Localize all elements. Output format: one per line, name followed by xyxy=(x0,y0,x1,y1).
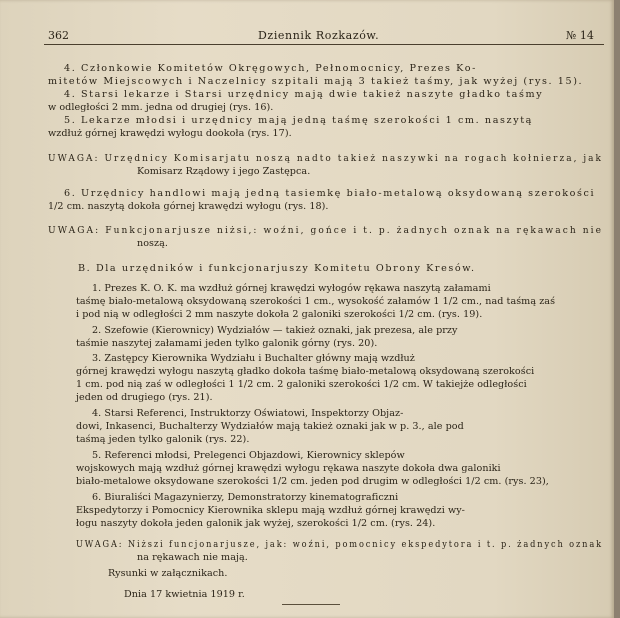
text-line: biało-metalowe oksydowane szerokości 1/2 cm. jeden pod drugim w odległości 1/2 cm. (rys. 23), xyxy=(76,476,549,487)
text-line: 1 cm. pod nią zaś w odległości 1 1/2 cm. 2 galoniki szerokości 1/2 cm. W takiejże odległości xyxy=(76,379,527,390)
text-line: Ekspedytorzy i Pomocnicy Kierownika sklepu mają wzdłuż górnej krawędzi wy- xyxy=(76,505,465,516)
text-line: 1/2 cm. naszytą dokoła górnej krawędzi wyłogu (rys. 18). xyxy=(48,201,329,212)
text-line: łogu naszyty dokoła jeden galonik jak wyżej, szerokości 1/2 cm. (rys. 24). xyxy=(76,518,436,529)
text-line: wojskowych mają wzdłuż górnej krawędzi wyłogu rękawa naszyte dokoła dwa galoniki xyxy=(76,463,501,474)
text-line: 5. Lekarze młodsi i urzędnicy mają jedną taśmę szerokości 1 cm. naszytą xyxy=(64,115,534,126)
text-line: Komisarz Rządowy i jego Zastępca. xyxy=(137,166,311,177)
text-line: UWAGA: Niższi funcjonarjusze, jak: woźni, pomocnicy ekspedytora i t. p. żadnych oznak xyxy=(76,539,603,550)
text-line: noszą. xyxy=(137,238,169,249)
text-line: na rękawach nie mają. xyxy=(137,552,248,563)
text-line: w odległości 2 mm. jedna od drugiej (rys. 16). xyxy=(48,102,274,113)
text-line: 2. Szefowie (Kierownicy) Wydziałów — takież oznaki, jak prezesa, ale przy xyxy=(92,325,458,336)
text-line: 4. Starsi lekarze i Starsi urzędnicy mają dwie takież naszyte gładko taśmy xyxy=(64,89,544,100)
text-line: dowi, Inkasenci, Buchalterzy Wydziałów mają takież oznaki jak w p. 3., ale pod xyxy=(76,421,464,432)
page-number: 362 xyxy=(48,29,69,42)
text-line: UWAGA: Urzędnicy Komisarjatu noszą nadto takież naszywki na rogach kołnierza, jak xyxy=(48,153,603,164)
text-line: 4. Członkowie Komitetów Okręgowych, Pełnomocnicy, Prezes Ko- xyxy=(64,63,477,74)
journal-title: Dziennik Rozkazów. xyxy=(258,29,380,42)
page-edge xyxy=(614,0,620,618)
text-line: B. Dla urzędników i funkcjonarjuszy Komitetu Obrony Kresów. xyxy=(78,263,476,274)
text-line: wzdłuż górnej krawędzi wyłogu dookoła (rys. 17). xyxy=(48,128,292,139)
text-line: górnej krawędzi wyłogu naszytą gładko dokoła taśmę biało-metalową oksydowaną szerokości xyxy=(76,366,535,377)
header-rule xyxy=(44,44,604,45)
text-line: 6. Urzędnicy handlowi mają jedną tasiemkę biało-metalową oksydowaną szerokości xyxy=(64,188,596,199)
text-line: taśmą jeden tylko galonik (rys. 22). xyxy=(76,434,250,445)
text-line: Rysunki w załącznikach. xyxy=(108,568,228,579)
text-line: 3. Zastępcy Kierownika Wydziału i Buchalter główny mają wzdłuż xyxy=(92,353,415,364)
text-line: 5. Referenci młodsi, Prelegenci Objazdowi, Kierownicy sklepów xyxy=(92,450,405,461)
text-line: taśmę biało-metalową oksydowaną szerokości 1 cm., wysokość załamów 1 1/2 cm., nad taśmą zaś xyxy=(76,296,556,307)
text-line: jeden od drugiego (rys. 21). xyxy=(76,392,213,403)
text-line: UWAGA: Funkcjonarjusze niżsi,: woźni, gońce i t. p. żadnych oznak na rękawach nie xyxy=(48,225,604,236)
page-header xyxy=(0,29,614,43)
issue-number: № 14 xyxy=(566,29,594,42)
text-line: 6. Biuraliści Magazynierzy, Demonstratorzy kinematograficzni xyxy=(92,492,399,503)
text-line: 4. Starsi Referenci, Instruktorzy Oświatowi, Inspektorzy Objaz- xyxy=(92,408,404,419)
text-line: Dnia 17 kwietnia 1919 r. xyxy=(124,589,245,600)
end-rule xyxy=(282,604,340,605)
text-line: taśmie naszytej załamami jeden tylko galonik górny (rys. 20). xyxy=(76,338,378,349)
text-line: mitetów Miejscowych i Naczelnicy szpitali mają 3 takież taśmy, jak wyżej (rys. 15). xyxy=(48,76,584,87)
text-line: i pod nią w odległości 2 mm naszyte dokoła 2 galoniki szerokości 1/2 cm. (rys. 19). xyxy=(76,309,483,320)
text-line: 1. Prezes K. O. K. ma wzdłuż górnej krawędzi wyłogów rękawa naszytą załamami xyxy=(92,283,491,294)
